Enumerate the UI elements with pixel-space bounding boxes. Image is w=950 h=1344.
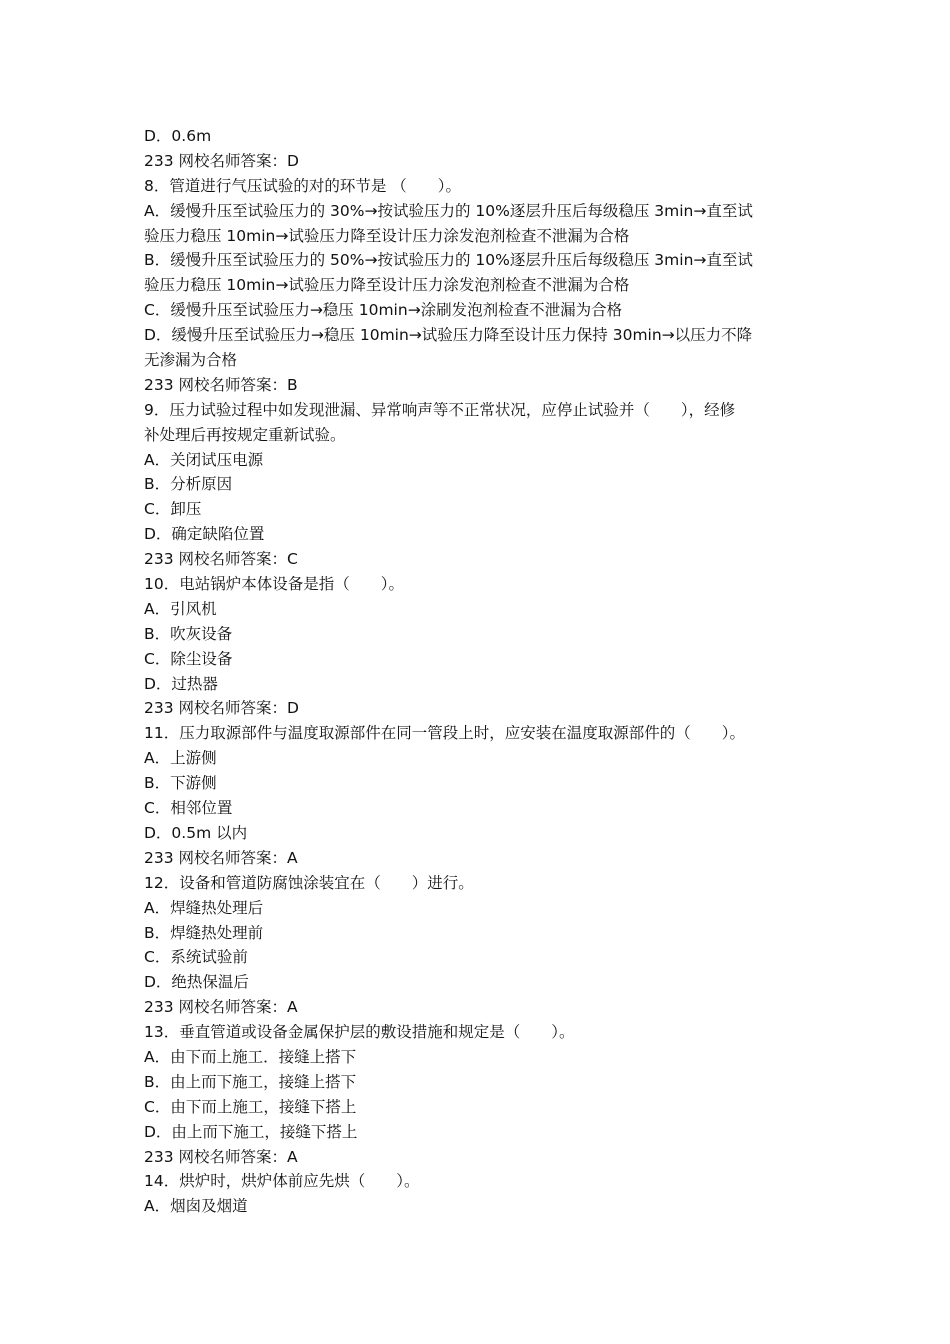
option-line: D．0.5m 以内 bbox=[144, 823, 248, 842]
option-line: D．缓慢升压至试验压力→稳压 10min→试验压力降至设计压力保持 30min→以压力不降 bbox=[144, 326, 753, 345]
question-line: 14．烘炉时，烘炉体前应先烘（ ）。 bbox=[144, 1172, 420, 1191]
answer-line: 233 网校名师答案：A bbox=[144, 1147, 298, 1166]
option-line-continued: 无渗漏为合格 bbox=[144, 351, 238, 370]
option-line: C．除尘设备 bbox=[144, 649, 233, 668]
option-line: D．确定缺陷位置 bbox=[144, 525, 265, 544]
option-line: B．缓慢升压至试验压力的 50%→按试验压力的 10%逐层升压后每级稳压 3min→直至试 bbox=[144, 251, 753, 270]
option-line: A．关闭试压电源 bbox=[144, 450, 264, 469]
option-line: C．相邻位置 bbox=[144, 799, 233, 818]
option-line: B．分析原因 bbox=[144, 475, 233, 494]
question-line: 8．管道进行气压试验的对的环节是 （ ）。 bbox=[144, 176, 462, 195]
option-line: D．绝热保温后 bbox=[144, 973, 249, 992]
answer-line: 233 网校名师答案：A bbox=[144, 848, 298, 867]
option-line-continued: 验压力稳压 10min→试验压力降至设计压力涂发泡剂检查不泄漏为合格 bbox=[144, 226, 630, 245]
option-line: C．由下而上施工，接缝下搭上 bbox=[144, 1097, 357, 1116]
option-line: A．上游侧 bbox=[144, 749, 217, 768]
option-line: C．系统试验前 bbox=[144, 948, 248, 967]
option-line: A．缓慢升压至试验压力的 30%→按试验压力的 10%逐层升压后每级稳压 3min→直至试 bbox=[144, 201, 753, 220]
question-line: 12．设备和管道防腐蚀涂装宜在（ ）进行。 bbox=[144, 873, 474, 892]
question-line: 10．电站锅炉本体设备是指（ ）。 bbox=[144, 575, 404, 594]
option-line: B．吹灰设备 bbox=[144, 624, 233, 643]
answer-line: 233 网校名师答案：D bbox=[144, 699, 299, 718]
option-line: A．焊缝热处理后 bbox=[144, 898, 264, 917]
option-line: A．引风机 bbox=[144, 599, 217, 618]
option-line-continued: 验压力稳压 10min→试验压力降至设计压力涂发泡剂检查不泄漏为合格 bbox=[144, 276, 630, 295]
answer-line: 233 网校名师答案：A bbox=[144, 998, 298, 1017]
option-line: A．由下而上施工．接缝上搭下 bbox=[144, 1047, 357, 1066]
answer-line: 233 网校名师答案：C bbox=[144, 550, 298, 569]
option-line: D．0.6m bbox=[144, 127, 212, 145]
option-line: A．烟囱及烟道 bbox=[144, 1197, 248, 1216]
option-line: B．焊缝热处理前 bbox=[144, 923, 264, 942]
question-line-continued: 补处理后再按规定重新试验。 bbox=[144, 425, 346, 444]
question-line: 11．压力取源部件与温度取源部件在同一管段上时，应安装在温度取源部件的（ ）。 bbox=[144, 724, 745, 743]
option-line: C．卸压 bbox=[144, 500, 202, 519]
answer-line: 233 网校名师答案：B bbox=[144, 375, 298, 394]
option-line: B．由上而下施工，接缝上搭下 bbox=[144, 1072, 357, 1091]
question-line: 13．垂直管道或设备金属保护层的敷设措施和规定是（ ）。 bbox=[144, 1023, 575, 1042]
option-line: D．由上而下施工，接缝下搭上 bbox=[144, 1122, 358, 1141]
option-line: C．缓慢升压至试验压力→稳压 10min→涂刷发泡剂检查不泄漏为合格 bbox=[144, 301, 623, 320]
option-line: D．过热器 bbox=[144, 674, 218, 693]
answer-line: 233 网校名师答案：D bbox=[144, 151, 299, 170]
option-line: B．下游侧 bbox=[144, 774, 217, 793]
question-line: 9．压力试验过程中如发现泄漏、异常响声等不正常状况，应停止试验并（ ），经修 bbox=[144, 400, 736, 419]
document-page bbox=[144, 124, 814, 1219]
